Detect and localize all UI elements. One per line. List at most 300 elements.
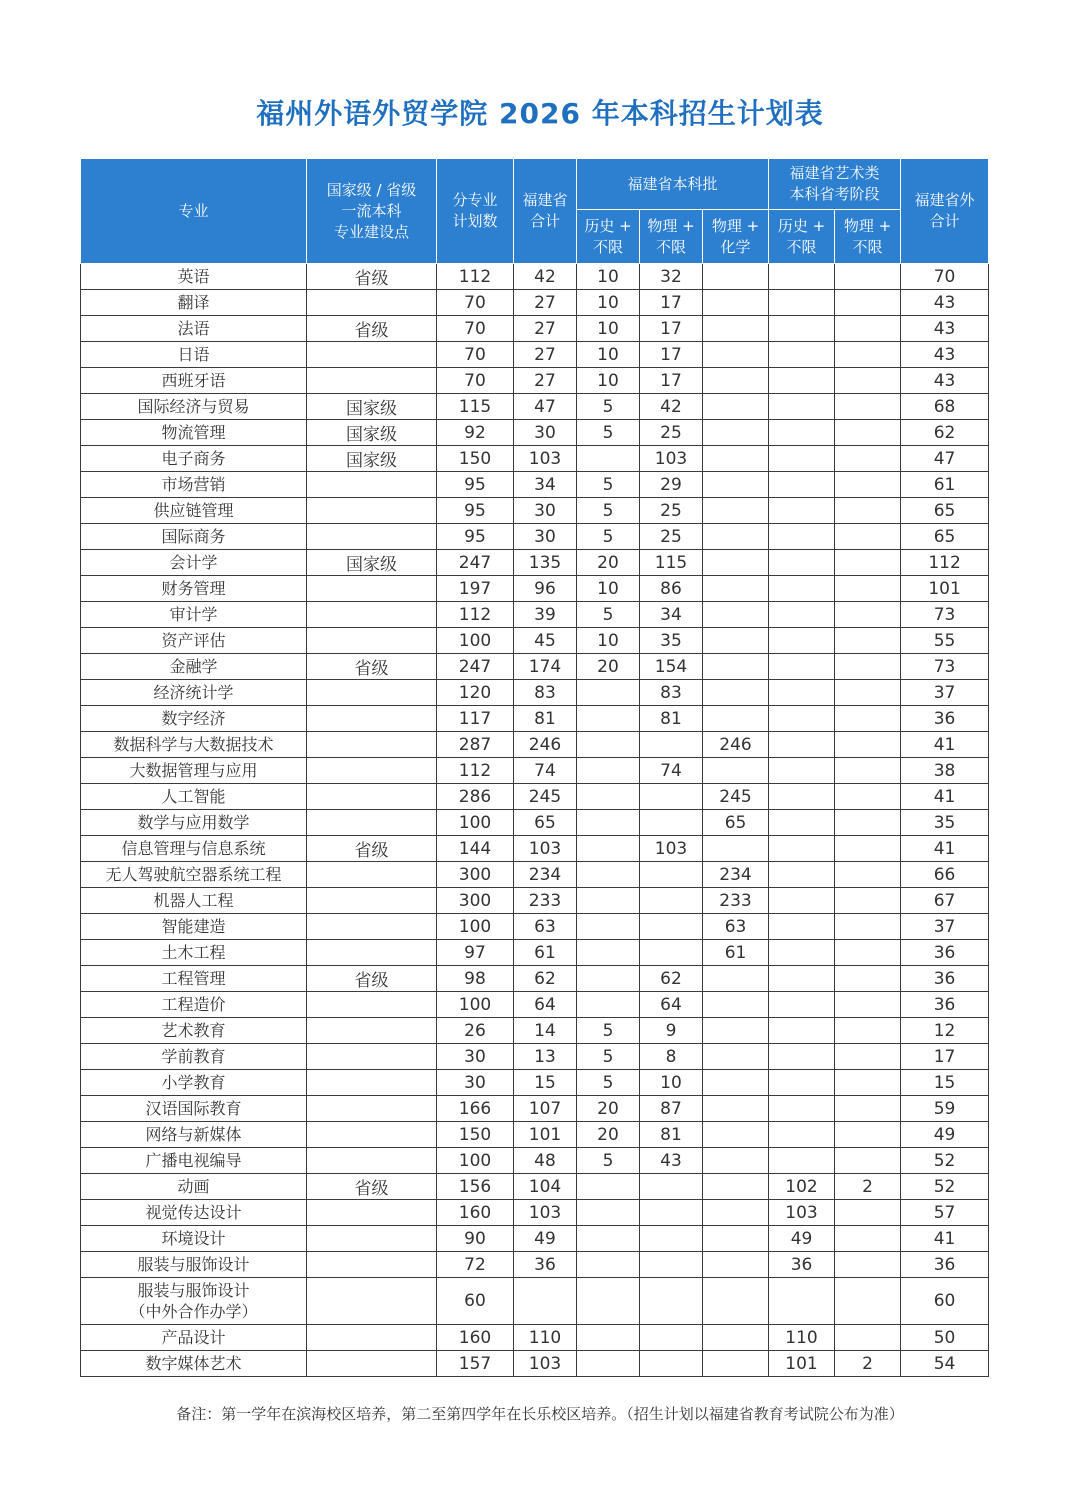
table-cell: 62 xyxy=(901,420,989,446)
table-cell: 20 xyxy=(577,654,640,680)
major-name-cell: 广播电视编导 xyxy=(81,1148,307,1174)
table-cell xyxy=(307,1148,437,1174)
table-cell xyxy=(640,810,703,836)
table-cell xyxy=(703,1018,769,1044)
table-cell: 110 xyxy=(769,1325,835,1351)
table-cell: 101 xyxy=(901,576,989,602)
table-cell xyxy=(835,342,901,368)
table-cell: 81 xyxy=(514,706,577,732)
table-cell xyxy=(703,472,769,498)
major-name-cell: 数据科学与大数据技术 xyxy=(81,732,307,758)
table-cell: 87 xyxy=(640,1096,703,1122)
col-header-physchem-label: 物理 + 化学 xyxy=(711,216,760,256)
table-cell xyxy=(769,628,835,654)
major-name-cell: 电子商务 xyxy=(81,446,307,472)
table-cell xyxy=(577,966,640,992)
table-cell xyxy=(307,888,437,914)
table-cell: 55 xyxy=(901,628,989,654)
table-cell: 300 xyxy=(437,888,514,914)
table-cell: 233 xyxy=(703,888,769,914)
table-cell xyxy=(769,732,835,758)
table-cell xyxy=(703,550,769,576)
major-name-cell: 大数据管理与应用 xyxy=(81,758,307,784)
table-cell: 62 xyxy=(514,966,577,992)
table-cell xyxy=(577,1226,640,1252)
table-row xyxy=(81,1351,989,1377)
major-name-cell: 人工智能 xyxy=(81,784,307,810)
table-cell: 29 xyxy=(640,472,703,498)
table-cell: 103 xyxy=(514,446,577,472)
table-cell xyxy=(835,732,901,758)
table-cell xyxy=(640,1351,703,1377)
table-row xyxy=(81,446,989,472)
table-cell: 246 xyxy=(703,732,769,758)
major-name-cell: 数学与应用数学 xyxy=(81,810,307,836)
col-header-major-label: 专业 xyxy=(178,201,209,220)
table-cell xyxy=(769,316,835,342)
table-cell xyxy=(307,368,437,394)
table-cell: 36 xyxy=(514,1252,577,1278)
major-name-cell: 法语 xyxy=(81,316,307,342)
table-cell xyxy=(769,810,835,836)
table-cell: 74 xyxy=(640,758,703,784)
major-name-cell: 翻译 xyxy=(81,290,307,316)
table-row xyxy=(81,550,989,576)
table-cell xyxy=(769,550,835,576)
table-cell xyxy=(835,576,901,602)
table-cell xyxy=(769,758,835,784)
table-cell xyxy=(577,862,640,888)
table-cell: 12 xyxy=(901,1018,989,1044)
table-cell xyxy=(769,706,835,732)
col-header-fj-total-label: 福建省 合计 xyxy=(522,191,568,230)
table-cell xyxy=(703,1148,769,1174)
table-cell xyxy=(769,1122,835,1148)
major-name-cell: 服装与服饰设计 （中外合作办学） xyxy=(81,1278,307,1325)
table-cell: 73 xyxy=(901,654,989,680)
table-cell xyxy=(640,1226,703,1252)
table-cell: 81 xyxy=(640,1122,703,1148)
col-header-phys-label: 物理 + 不限 xyxy=(647,216,695,256)
table-row xyxy=(81,290,989,316)
table-cell: 74 xyxy=(514,758,577,784)
table-cell xyxy=(640,1278,703,1325)
table-cell xyxy=(703,1226,769,1252)
table-cell xyxy=(703,1325,769,1351)
major-name-cell: 机器人工程 xyxy=(81,888,307,914)
table-cell: 97 xyxy=(437,940,514,966)
table-cell xyxy=(835,862,901,888)
major-name-cell: 网络与新媒体 xyxy=(81,1122,307,1148)
major-name-cell: 金融学 xyxy=(81,654,307,680)
table-cell: 83 xyxy=(514,680,577,706)
table-row xyxy=(81,654,989,680)
table-cell: 41 xyxy=(901,784,989,810)
table-row xyxy=(81,628,989,654)
table-cell xyxy=(640,1200,703,1226)
table-cell: 36 xyxy=(901,940,989,966)
table-cell: 65 xyxy=(703,810,769,836)
table-cell: 省级 xyxy=(307,316,437,342)
table-cell xyxy=(307,1278,437,1325)
table-row xyxy=(81,1325,989,1351)
table-cell xyxy=(307,1200,437,1226)
table-cell: 37 xyxy=(901,680,989,706)
table-cell xyxy=(835,1148,901,1174)
table-cell: 42 xyxy=(640,394,703,420)
table-cell: 115 xyxy=(640,550,703,576)
table-cell: 17 xyxy=(640,342,703,368)
major-name-cell: 学前教育 xyxy=(81,1044,307,1070)
major-name-cell: 服装与服饰设计 xyxy=(81,1252,307,1278)
table-cell xyxy=(640,1174,703,1200)
table-cell: 103 xyxy=(514,1200,577,1226)
table-cell xyxy=(703,706,769,732)
table-cell xyxy=(577,784,640,810)
table-cell: 95 xyxy=(437,498,514,524)
table-cell xyxy=(307,914,437,940)
table-cell xyxy=(703,680,769,706)
table-cell: 54 xyxy=(901,1351,989,1377)
table-cell: 157 xyxy=(437,1351,514,1377)
table-row xyxy=(81,940,989,966)
table-cell: 5 xyxy=(577,1044,640,1070)
col-header-level-label: 国家级 / 省级 一流本科 专业建设点 xyxy=(326,180,417,241)
table-cell xyxy=(577,810,640,836)
table-cell xyxy=(835,550,901,576)
table-cell: 144 xyxy=(437,836,514,862)
table-cell: 13 xyxy=(514,1044,577,1070)
table-cell xyxy=(577,706,640,732)
col-header-hist-label: 历史 + 不限 xyxy=(584,216,632,256)
table-cell: 95 xyxy=(437,524,514,550)
major-name-cell: 产品设计 xyxy=(81,1325,307,1351)
table-cell: 62 xyxy=(640,966,703,992)
table-cell: 2 xyxy=(835,1174,901,1200)
table-row xyxy=(81,498,989,524)
table-cell xyxy=(307,1070,437,1096)
table-cell xyxy=(769,888,835,914)
table-cell xyxy=(835,1018,901,1044)
table-cell: 67 xyxy=(901,888,989,914)
table-cell: 104 xyxy=(514,1174,577,1200)
table-row xyxy=(81,576,989,602)
table-cell: 120 xyxy=(437,680,514,706)
table-cell: 41 xyxy=(901,1226,989,1252)
table-cell: 166 xyxy=(437,1096,514,1122)
table-cell: 83 xyxy=(640,680,703,706)
table-cell xyxy=(577,680,640,706)
major-name-cell: 工程管理 xyxy=(81,966,307,992)
table-cell xyxy=(769,498,835,524)
table-cell: 98 xyxy=(437,966,514,992)
major-name-cell: 国际商务 xyxy=(81,524,307,550)
page-title: 福州外语外贸学院 2026 年本科招生计划表 xyxy=(256,97,824,130)
table-cell: 10 xyxy=(577,576,640,602)
table-row xyxy=(81,342,989,368)
table-cell xyxy=(769,1096,835,1122)
table-cell: 42 xyxy=(514,264,577,290)
table-cell xyxy=(307,1226,437,1252)
table-cell xyxy=(769,368,835,394)
col-header-art-phys xyxy=(835,210,901,264)
enrollment-plan-table xyxy=(80,158,989,1377)
table-cell: 5 xyxy=(577,602,640,628)
col-header-hist xyxy=(577,210,640,264)
table-cell xyxy=(307,1325,437,1351)
table-cell xyxy=(577,1351,640,1377)
major-name-cell: 物流管理 xyxy=(81,420,307,446)
table-cell: 160 xyxy=(437,1325,514,1351)
table-cell: 103 xyxy=(514,1351,577,1377)
table-cell: 国家级 xyxy=(307,394,437,420)
table-cell: 70 xyxy=(437,316,514,342)
col-header-level xyxy=(307,159,437,264)
major-name-cell: 智能建造 xyxy=(81,914,307,940)
table-cell xyxy=(640,1252,703,1278)
table-cell xyxy=(835,498,901,524)
table-cell xyxy=(835,524,901,550)
table-cell xyxy=(703,576,769,602)
table-cell: 49 xyxy=(769,1226,835,1252)
table-cell: 65 xyxy=(901,524,989,550)
table-row xyxy=(81,1200,989,1226)
table-cell: 92 xyxy=(437,420,514,446)
table-cell: 65 xyxy=(514,810,577,836)
major-name-cell: 动画 xyxy=(81,1174,307,1200)
table-cell: 30 xyxy=(437,1070,514,1096)
table-cell xyxy=(577,758,640,784)
table-row xyxy=(81,862,989,888)
col-header-fj-ben-label: 福建省本科批 xyxy=(627,174,718,193)
table-cell: 37 xyxy=(901,914,989,940)
table-cell xyxy=(769,680,835,706)
table-cell: 107 xyxy=(514,1096,577,1122)
table-cell xyxy=(703,992,769,1018)
table-cell xyxy=(835,914,901,940)
table-cell xyxy=(307,784,437,810)
table-cell: 30 xyxy=(514,524,577,550)
table-row xyxy=(81,316,989,342)
table-cell: 72 xyxy=(437,1252,514,1278)
table-cell xyxy=(835,290,901,316)
table-cell: 96 xyxy=(514,576,577,602)
table-cell: 61 xyxy=(514,940,577,966)
table-cell xyxy=(835,602,901,628)
table-cell xyxy=(769,1070,835,1096)
table-cell xyxy=(835,1044,901,1070)
table-cell xyxy=(703,602,769,628)
table-cell xyxy=(769,784,835,810)
table-cell: 43 xyxy=(901,342,989,368)
table-cell: 47 xyxy=(901,446,989,472)
table-cell xyxy=(307,628,437,654)
table-cell: 103 xyxy=(640,836,703,862)
table-cell xyxy=(769,1044,835,1070)
table-cell: 95 xyxy=(437,472,514,498)
col-header-major xyxy=(81,159,307,264)
table-cell xyxy=(640,784,703,810)
table-row xyxy=(81,758,989,784)
table-cell: 57 xyxy=(901,1200,989,1226)
table-cell: 9 xyxy=(640,1018,703,1044)
table-cell xyxy=(835,316,901,342)
table-cell xyxy=(835,628,901,654)
table-cell xyxy=(307,732,437,758)
table-row xyxy=(81,836,989,862)
table-cell: 5 xyxy=(577,498,640,524)
table-row xyxy=(81,1278,989,1325)
table-cell xyxy=(640,862,703,888)
table-cell: 63 xyxy=(514,914,577,940)
col-header-fj-ben xyxy=(577,159,769,210)
table-cell: 135 xyxy=(514,550,577,576)
table-cell xyxy=(703,1278,769,1325)
table-cell: 5 xyxy=(577,394,640,420)
col-header-fj-art xyxy=(769,159,901,210)
table-cell: 5 xyxy=(577,524,640,550)
table-cell: 59 xyxy=(901,1096,989,1122)
table-cell xyxy=(640,888,703,914)
table-cell xyxy=(703,342,769,368)
table-cell: 5 xyxy=(577,1018,640,1044)
table-cell xyxy=(703,1174,769,1200)
col-header-phys xyxy=(640,210,703,264)
table-cell xyxy=(835,654,901,680)
table-cell xyxy=(577,1174,640,1200)
table-row xyxy=(81,264,989,290)
table-cell: 10 xyxy=(577,316,640,342)
table-cell xyxy=(703,264,769,290)
table-cell xyxy=(307,1122,437,1148)
table-cell xyxy=(703,524,769,550)
table-cell: 32 xyxy=(640,264,703,290)
table-row xyxy=(81,1174,989,1200)
table-cell xyxy=(703,966,769,992)
table-cell: 5 xyxy=(577,420,640,446)
table-cell: 101 xyxy=(769,1351,835,1377)
major-name-cell: 西班牙语 xyxy=(81,368,307,394)
table-cell: 110 xyxy=(514,1325,577,1351)
table-cell xyxy=(307,1252,437,1278)
table-cell: 省级 xyxy=(307,966,437,992)
table-cell xyxy=(835,368,901,394)
table-cell xyxy=(577,914,640,940)
major-name-cell: 市场营销 xyxy=(81,472,307,498)
table-cell: 100 xyxy=(437,914,514,940)
table-cell: 10 xyxy=(640,1070,703,1096)
table-cell xyxy=(514,1278,577,1325)
table-cell xyxy=(577,1200,640,1226)
footnote: 备注：第一学年在滨海校区培养，第二至第四学年在长乐校区培养。（招生计划以福建省教育考试院公布为准） xyxy=(176,1405,904,1423)
table-cell: 102 xyxy=(769,1174,835,1200)
table-cell xyxy=(835,1278,901,1325)
table-cell: 43 xyxy=(640,1148,703,1174)
table-cell xyxy=(307,810,437,836)
table-cell xyxy=(307,602,437,628)
table-cell: 90 xyxy=(437,1226,514,1252)
table-cell xyxy=(577,446,640,472)
table-row xyxy=(81,1122,989,1148)
table-cell: 100 xyxy=(437,628,514,654)
table-cell: 41 xyxy=(901,836,989,862)
table-cell xyxy=(835,680,901,706)
table-cell: 64 xyxy=(514,992,577,1018)
table-cell: 27 xyxy=(514,368,577,394)
table-cell xyxy=(577,940,640,966)
table-cell: 68 xyxy=(901,394,989,420)
table-cell: 30 xyxy=(514,420,577,446)
table-cell: 246 xyxy=(514,732,577,758)
table-cell xyxy=(577,1252,640,1278)
table-cell xyxy=(577,1325,640,1351)
table-cell xyxy=(703,394,769,420)
col-header-art-hist xyxy=(769,210,835,264)
table-cell xyxy=(769,290,835,316)
table-row xyxy=(81,914,989,940)
major-name-cell: 数字经济 xyxy=(81,706,307,732)
table-cell xyxy=(703,420,769,446)
table-cell xyxy=(640,940,703,966)
table-cell xyxy=(577,992,640,1018)
table-cell xyxy=(835,472,901,498)
table-cell xyxy=(835,888,901,914)
table-row xyxy=(81,992,989,1018)
table-cell xyxy=(769,576,835,602)
table-cell xyxy=(307,680,437,706)
table-cell: 10 xyxy=(577,290,640,316)
table-cell: 20 xyxy=(577,1122,640,1148)
major-name-cell: 小学教育 xyxy=(81,1070,307,1096)
table-cell xyxy=(835,1200,901,1226)
table-row xyxy=(81,472,989,498)
table-cell: 70 xyxy=(437,290,514,316)
table-cell xyxy=(703,316,769,342)
table-cell xyxy=(703,654,769,680)
table-cell xyxy=(307,524,437,550)
table-cell: 150 xyxy=(437,1122,514,1148)
table-cell xyxy=(703,1096,769,1122)
table-cell: 国家级 xyxy=(307,446,437,472)
table-cell: 43 xyxy=(901,316,989,342)
table-cell: 66 xyxy=(901,862,989,888)
table-cell xyxy=(769,862,835,888)
table-cell: 27 xyxy=(514,342,577,368)
table-cell xyxy=(307,940,437,966)
table-row xyxy=(81,524,989,550)
table-cell: 73 xyxy=(901,602,989,628)
table-cell: 省级 xyxy=(307,264,437,290)
table-row xyxy=(81,420,989,446)
table-cell: 112 xyxy=(901,550,989,576)
table-cell: 64 xyxy=(640,992,703,1018)
table-cell xyxy=(307,498,437,524)
major-name-cell: 信息管理与信息系统 xyxy=(81,836,307,862)
table-cell xyxy=(769,342,835,368)
table-cell: 52 xyxy=(901,1148,989,1174)
table-cell: 15 xyxy=(901,1070,989,1096)
table-cell xyxy=(703,628,769,654)
table-cell: 47 xyxy=(514,394,577,420)
table-cell xyxy=(769,394,835,420)
table-cell: 25 xyxy=(640,524,703,550)
table-cell xyxy=(769,446,835,472)
major-name-cell: 财务管理 xyxy=(81,576,307,602)
table-cell: 65 xyxy=(901,498,989,524)
table-cell xyxy=(307,992,437,1018)
table-row xyxy=(81,602,989,628)
table-cell: 154 xyxy=(640,654,703,680)
